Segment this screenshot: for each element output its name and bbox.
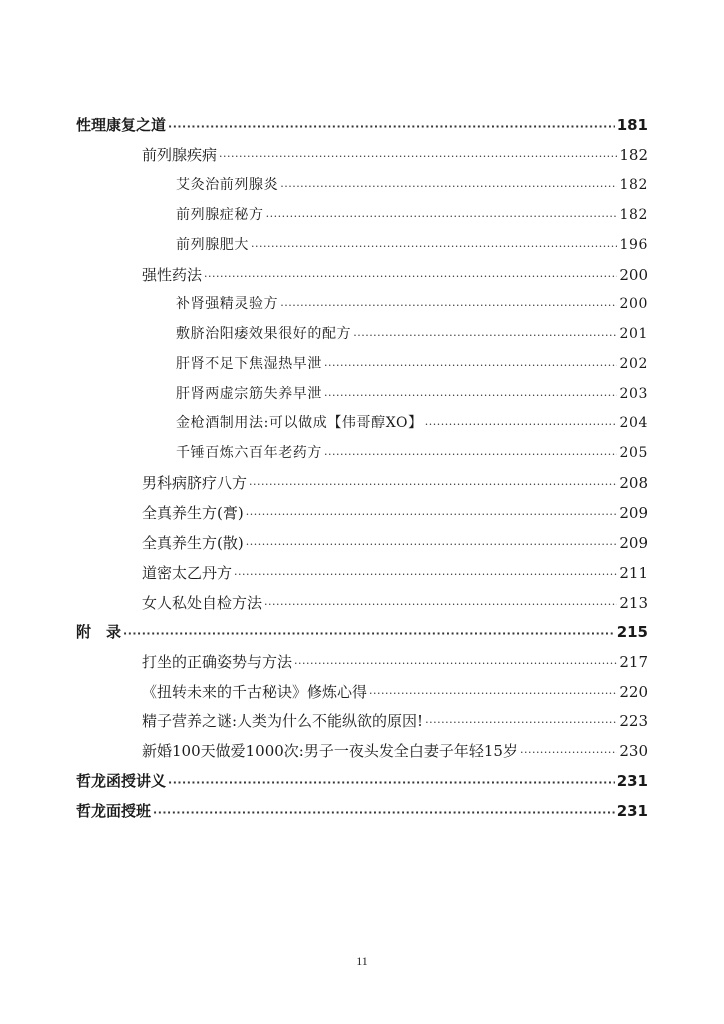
toc-entry-title: 强性药法 <box>142 266 203 284</box>
toc-entry-title: 肝肾两虚宗筋失养早泄 <box>176 386 322 402</box>
toc-entry-page: 204 <box>619 415 648 431</box>
dot-leader <box>280 298 617 314</box>
dot-leader <box>280 179 617 195</box>
toc-entry-title: 全真养生方(散) <box>142 534 244 552</box>
toc-entry-page: 205 <box>619 445 648 461</box>
toc-entry-page: 217 <box>619 653 648 671</box>
toc-entry[interactable] <box>176 409 648 433</box>
toc-entry-page: 209 <box>619 504 648 522</box>
dot-leader <box>219 149 617 165</box>
toc-entry-page: 202 <box>619 356 648 372</box>
toc-entry[interactable] <box>142 707 648 731</box>
dot-leader <box>294 656 617 672</box>
toc-entry-title: 补肾强精灵验方 <box>176 296 279 312</box>
toc-entry-title: 打坐的正确姿势与方法 <box>142 653 293 671</box>
toc-entry-title: 肝肾不足下焦湿热早泄 <box>176 356 322 372</box>
toc-entry-title: 女人私处自检方法 <box>142 594 263 612</box>
toc-entry[interactable] <box>142 559 648 583</box>
toc-entry-title: 道密太乙丹方 <box>142 564 233 582</box>
dot-leader <box>369 686 617 702</box>
toc-entry-page: 200 <box>619 266 648 284</box>
toc-entry-title: 精子营养之谜:人类为什么不能纵欲的原因! <box>142 712 424 730</box>
toc-entry[interactable] <box>142 589 648 613</box>
toc-entry-title: 附 录 <box>76 623 122 641</box>
toc-entry-title: 前列腺肥大 <box>176 237 249 253</box>
toc-entry[interactable] <box>176 231 648 255</box>
toc-entry-title: 艾灸治前列腺炎 <box>176 177 279 193</box>
toc-entry-page: 230 <box>619 742 648 760</box>
toc-entry[interactable] <box>76 111 648 135</box>
toc-entry[interactable] <box>176 290 648 314</box>
dot-leader <box>324 447 617 463</box>
toc-entry-title: 哲龙面授班 <box>76 802 152 820</box>
toc-entry-title: 哲龙函授讲义 <box>76 772 167 790</box>
toc-entry-title: 千锤百炼六百年老药方 <box>176 445 322 461</box>
dot-leader <box>249 477 617 493</box>
toc-entry-title: 前列腺疾病 <box>142 146 218 164</box>
toc-entry-page: 223 <box>619 712 648 730</box>
dot-leader <box>264 597 617 613</box>
toc-entry-title: 《扭转未来的千古秘诀》修炼心得 <box>142 683 368 701</box>
dot-leader <box>324 358 617 374</box>
dot-leader <box>425 417 618 433</box>
toc-entry[interactable] <box>176 320 648 344</box>
toc-entry-title: 金枪酒制用法:可以做成【伟哥醇XO】 <box>176 415 423 431</box>
dot-leader <box>251 239 617 255</box>
dot-leader <box>353 328 617 344</box>
toc-entry[interactable] <box>176 439 648 463</box>
dot-leader <box>123 626 615 642</box>
toc-entry-page: 201 <box>619 326 648 342</box>
toc-entry-page: 220 <box>619 683 648 701</box>
toc-entry[interactable] <box>142 737 648 761</box>
toc-entry[interactable] <box>142 469 648 493</box>
toc-entry-page: 211 <box>619 564 648 582</box>
toc-entry[interactable] <box>76 767 648 791</box>
dot-leader <box>520 745 617 761</box>
dot-leader <box>246 537 618 553</box>
toc-entry[interactable] <box>176 201 648 225</box>
toc-entry[interactable] <box>176 171 648 195</box>
dot-leader <box>266 209 618 225</box>
dot-leader <box>425 715 617 731</box>
toc-entry-title: 新婚100天做爱1000次:男子一夜头发全白妻子年轻15岁 <box>142 742 518 760</box>
toc-entry-title: 性理康复之道 <box>76 116 167 134</box>
toc-entry-title: 敷脐治阳痿效果很好的配方 <box>176 326 352 342</box>
toc-entry-page: 203 <box>619 386 648 402</box>
dot-leader <box>324 388 617 404</box>
toc-entry-page: 208 <box>619 474 648 492</box>
dot-leader <box>168 775 615 791</box>
dot-leader <box>153 805 615 821</box>
dot-leader <box>234 567 617 583</box>
toc-entry[interactable] <box>176 350 648 374</box>
toc-entry-page: 231 <box>616 772 648 790</box>
toc-entry[interactable] <box>76 797 648 821</box>
toc-entry[interactable] <box>142 529 648 553</box>
toc-entry-page: 231 <box>616 802 648 820</box>
toc-entry[interactable] <box>142 261 648 285</box>
toc-entry-page: 196 <box>619 237 648 253</box>
toc-entry-page: 182 <box>619 177 648 193</box>
toc-entry-page: 182 <box>619 207 648 223</box>
toc-entry-page: 215 <box>616 623 648 641</box>
toc-entry-page: 182 <box>619 146 648 164</box>
toc-entry-title: 前列腺症秘方 <box>176 207 264 223</box>
toc-entry-page: 181 <box>616 116 648 134</box>
toc-entry[interactable] <box>142 678 648 702</box>
toc-entry[interactable] <box>142 141 648 165</box>
toc-entry-page: 213 <box>619 594 648 612</box>
dot-leader <box>204 269 617 285</box>
toc-entry[interactable] <box>176 380 648 404</box>
toc-entry-title: 全真养生方(膏) <box>142 504 244 522</box>
toc-entry[interactable] <box>76 618 648 642</box>
toc-entry-page: 200 <box>619 296 648 312</box>
toc-entry[interactable] <box>142 499 648 523</box>
toc-entry-page: 209 <box>619 534 648 552</box>
dot-leader <box>246 507 618 523</box>
toc-entry[interactable] <box>142 648 648 672</box>
dot-leader <box>168 119 615 135</box>
page-number: 11 <box>356 954 368 968</box>
toc-entry-title: 男科病脐疗八方 <box>142 474 248 492</box>
